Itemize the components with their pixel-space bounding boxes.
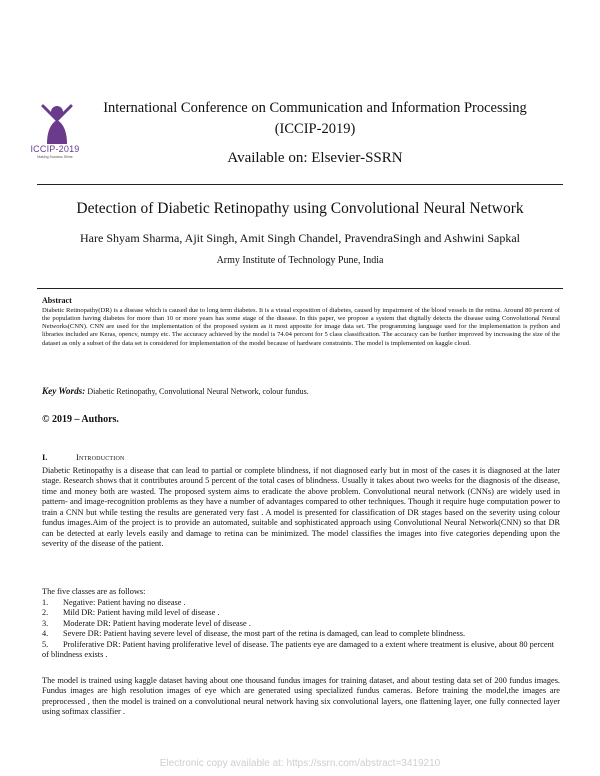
section-number: I. (42, 452, 48, 462)
list-item-number: 5. (42, 639, 49, 649)
keywords (42, 386, 562, 396)
logo-tagline: Making Success Shine (37, 155, 73, 159)
list-item-text: Proliferative DR: Patient having proliferative level of disease. The patients eye are damaged to a extent where treatment is elusive, about 80 percent of blindness exists . (42, 639, 555, 660)
list-item (42, 608, 562, 618)
list-item-text: Moderate DR: Patient having moderate level of disease . (63, 618, 251, 628)
conference-name: International Conference on Communication and Information Processing (103, 100, 527, 116)
logo-body-shape (47, 120, 67, 144)
list-item (42, 640, 562, 661)
list-item-number: 2. (42, 608, 49, 618)
list-item-text: Mild DR: Patient having mild level of disease . (63, 608, 220, 618)
keywords-text: Diabetic Retinopathy, Convolutional Neural Network, colour fundus. (87, 387, 309, 396)
list-item (42, 619, 562, 629)
copyright-notice: © 2019 – Authors. (42, 414, 119, 425)
keywords-label: Key Words: (42, 386, 86, 396)
list-item-number: 4. (42, 629, 49, 639)
list-item-number: 1. (42, 598, 49, 607)
list-item-text: Severe DR: Patient having severe level of disease, the most part of the retina is damaged, can lead to complete blindness. (63, 629, 466, 639)
intro-paragraph: Diabetic Retinopathy is a disease that can lead to partial or complete blindness, if not diagnosed early but in most of the cases it is diagnosed at the later stage. Research shows that it contributes around 5 percent of the total cases of blindness. Usually it takes about two weeks for the diagnosis of the disease, time and money both are wasted. The proposed system aims to eradicate the above problem. Convolutional neural network (CNNs) are widely used in pattern- and image-recognition problems as they have a number of advantages compared to other techniques. Though it require huge computation power to train a CNN but while testing the results are generated very fast . A model is presented for classification of DR stages based on the severity using colour fundus images.Aim of the project is to provide an automated, suitable and sophisticated approach using Convolutional Neural Network(CNN) so that DR can be detected at early levels easily and damage to retina can be minimized. The model classifies the images into five categories depending upon the severity of the disease of the patient. (42, 466, 560, 549)
paper-title: Detection of Diabetic Retinopathy using Convolutional Neural Network (76, 200, 524, 217)
list-item-number: 3. (42, 618, 49, 628)
header-divider (37, 184, 563, 185)
abstract-heading: Abstract (42, 296, 72, 305)
classes-intro: The five classes are as follows: (42, 587, 146, 596)
paper-authors: Hare Shyam Sharma, Ajit Singh, Amit Singh Chandel, PravendraSingh and Ashwini Sapkal (80, 231, 520, 245)
section-title: Introduction (76, 452, 125, 462)
list-item-text: Negative: Patient having no disease . (63, 598, 186, 607)
paper-affiliation: Army Institute of Technology Pune, India (216, 255, 384, 266)
availability-line: Available on: Elsevier-SSRN (227, 150, 403, 166)
logo-text: ICCIP-2019 (30, 144, 80, 154)
training-paragraph: The model is trained using kaggle dataset having about one thousand fundus images for training dataset, and about testing data set of 200 fundus images. Fundus images are high resolution images of eye which are generated using specialized fundus cameras. Before training the model,the images are preprocessed , then the model is trained on a convolutional neural network having six convolutional layers, one flattening layer, one fully connected layer using softmax classifier . (42, 676, 560, 717)
abstract-body: Diabetic Retinopathy(DR) is a disease which is caused due to long term diabetes. It is a visual exposition of diabetes, caused by impairment of the blood vessels in the retina. Around 80 percent of the population having diabetes for more than 10 or more years has some stage of the disease. In this paper, we propose a system that digitally detects the disease using Convolutional Neural Networks(CNN). CNN are used for the implementation of the proposed system as it most apposite for image data set. The programming language used for the implementation is python and libraries included are Keras, opencv, numpy etc. The accuracy achieved by the model is 74.04 percent for 5 class classification. The accuracy can be further improved by increasing the size of the dataset as only a subset of the data set is considered for implementation of the model because of hardware constraints. The model is implemented on kaggle cloud. (42, 307, 560, 347)
footer-watermark: Electronic copy available at: https://ssrn.com/abstract=3419210 (159, 758, 441, 769)
list-item (42, 598, 562, 608)
list-item (42, 629, 562, 639)
classes-list (42, 598, 562, 661)
title-divider (37, 288, 563, 289)
conference-short-name: (ICCIP-2019) (274, 121, 356, 137)
